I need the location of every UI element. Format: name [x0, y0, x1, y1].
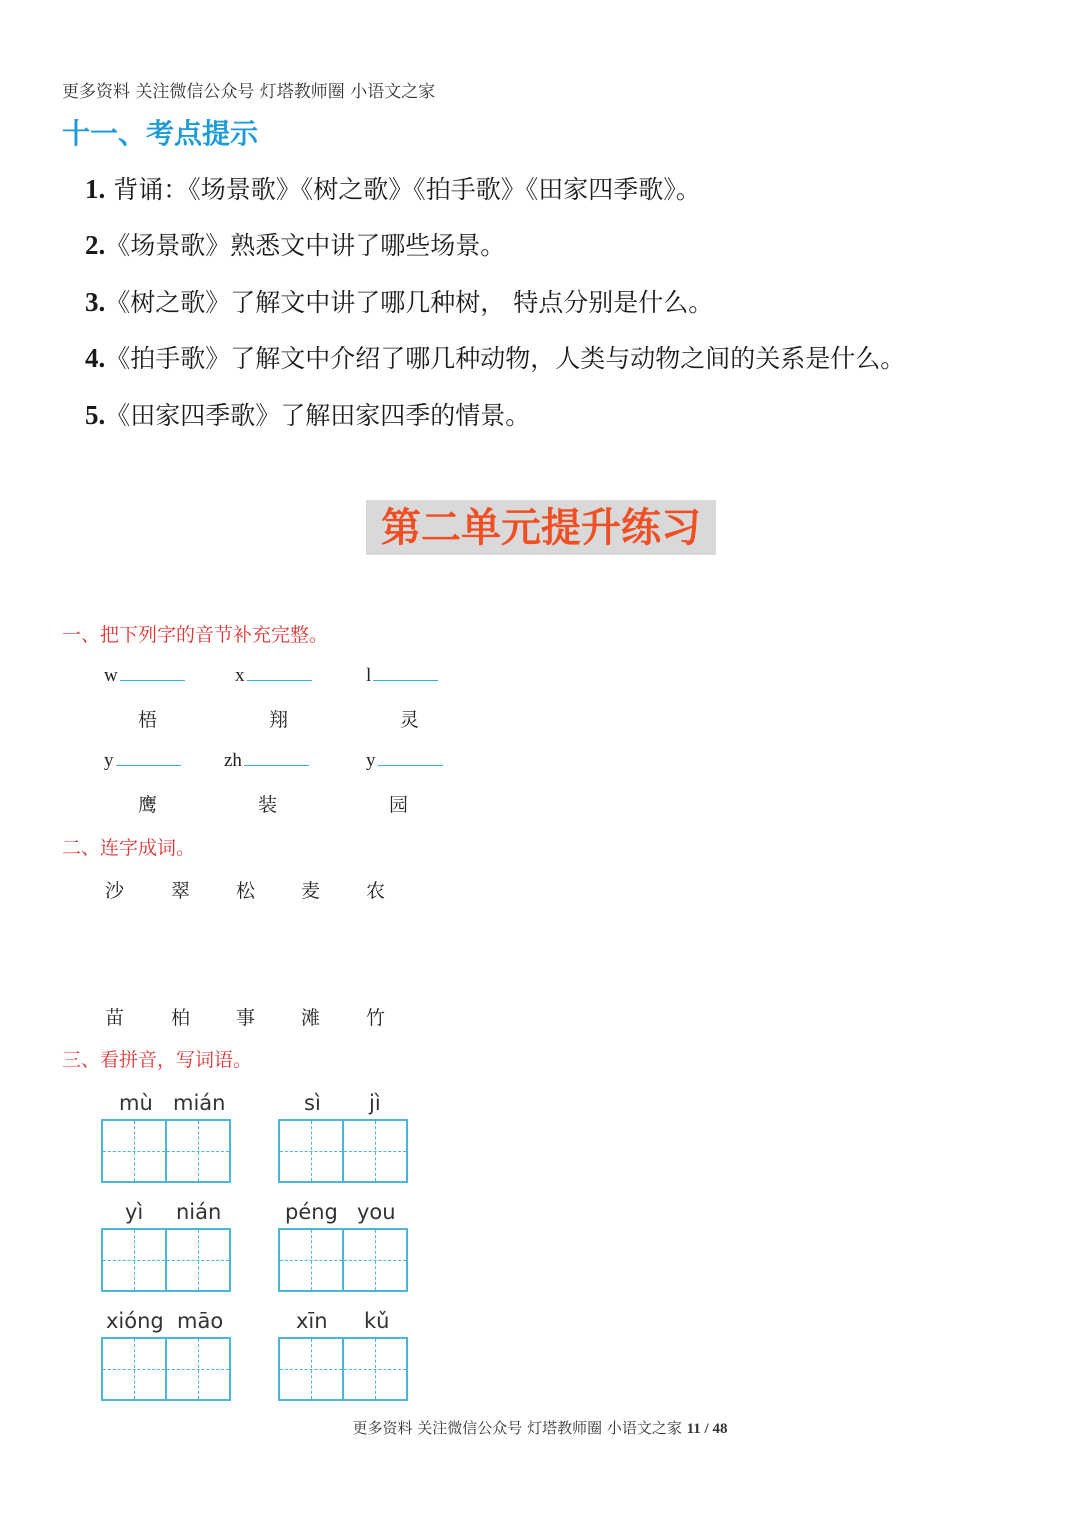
match-char[interactable]: 滩: [301, 1007, 321, 1029]
answer-line[interactable]: [120, 664, 185, 681]
match-char[interactable]: 沙: [105, 880, 125, 902]
match-char[interactable]: 农: [366, 880, 386, 902]
answer-line[interactable]: [116, 749, 181, 766]
item-number: 4.: [85, 343, 106, 373]
character: 园: [389, 794, 409, 816]
initial: x: [235, 665, 245, 686]
key-point-item: [85, 283, 713, 319]
character: 翔: [269, 709, 289, 731]
pinyin: xīn: [296, 1309, 328, 1333]
item-number: 1.: [85, 174, 106, 204]
writing-grid[interactable]: [278, 1119, 408, 1183]
writing-grid[interactable]: [278, 1228, 408, 1292]
initial: y: [104, 750, 114, 771]
character: 装: [258, 794, 278, 816]
answer-line[interactable]: [244, 749, 309, 766]
character: 灵: [400, 709, 420, 731]
character: 梧: [138, 709, 158, 731]
match-char[interactable]: 松: [236, 880, 256, 902]
item-number: 5.: [85, 400, 106, 430]
question-1-title: 一、把下列字的音节补充完整。: [62, 624, 329, 646]
pinyin: péng: [285, 1200, 338, 1224]
pinyin: you: [357, 1200, 396, 1224]
key-point-item: [85, 339, 905, 375]
syllable-blank: [366, 749, 443, 772]
key-point-item: [85, 396, 530, 432]
item-text: 《田家四季歌》了解田家四季的情景。: [105, 401, 531, 430]
item-text: 《场景歌》熟悉文中讲了哪些场景。: [105, 231, 506, 260]
key-point-item: [85, 170, 701, 206]
question-2-title: 二、连字成词。: [62, 837, 196, 859]
footer: [0, 1417, 1080, 1438]
match-char[interactable]: 翠: [171, 880, 191, 902]
writing-grid[interactable]: [101, 1337, 231, 1401]
pinyin: kǔ: [364, 1309, 390, 1333]
initial: w: [104, 665, 118, 686]
unit-title: 第二单元提升练习: [366, 500, 716, 555]
initial: y: [366, 750, 376, 771]
item-text: 《树之歌》了解文中讲了哪几种树， 特点分别是什么。: [105, 288, 714, 317]
item-number: 3.: [85, 287, 106, 317]
answer-line[interactable]: [378, 749, 443, 766]
header-note: 更多资料 关注微信公众号 灯塔教师圈 小语文之家: [62, 82, 436, 102]
pinyin: xióng: [106, 1309, 164, 1333]
match-char[interactable]: 苗: [105, 1007, 125, 1029]
syllable-blank: [104, 664, 185, 687]
item-text: 《拍手歌》了解文中介绍了哪几种动物，人类与动物之间的关系是什么。: [105, 344, 906, 373]
pinyin: mù: [119, 1091, 153, 1115]
item-number: 2.: [85, 230, 106, 260]
syllable-blank: [235, 664, 312, 687]
page-number: 11 / 48: [686, 1421, 728, 1437]
writing-grid[interactable]: [278, 1337, 408, 1401]
initial: l: [366, 665, 372, 686]
pinyin: nián: [176, 1200, 222, 1224]
pinyin: yì: [125, 1200, 144, 1224]
match-char[interactable]: 竹: [366, 1007, 386, 1029]
syllable-blank: [366, 664, 438, 687]
key-point-item: [85, 226, 505, 262]
item-text: 背诵：《场景歌》《树之歌》《拍手歌》《田家四季歌》。: [113, 175, 701, 204]
syllable-blank: [104, 749, 181, 772]
pinyin: māo: [177, 1309, 224, 1333]
match-char[interactable]: 柏: [171, 1007, 191, 1029]
writing-grid[interactable]: [101, 1228, 231, 1292]
match-char[interactable]: 麦: [301, 880, 321, 902]
answer-line[interactable]: [373, 664, 438, 681]
footer-note: 更多资料 关注微信公众号 灯塔教师圈 小语文之家: [352, 1419, 682, 1437]
writing-grid[interactable]: [101, 1119, 231, 1183]
match-char[interactable]: 事: [236, 1007, 256, 1029]
answer-line[interactable]: [247, 664, 312, 681]
pinyin: mián: [173, 1091, 226, 1115]
character: 鹰: [138, 794, 158, 816]
syllable-blank: [224, 749, 309, 772]
section-title: 十一、考点提示: [62, 117, 259, 150]
pinyin: sì: [304, 1091, 321, 1115]
initial: zh: [224, 750, 242, 771]
pinyin: jì: [369, 1091, 381, 1115]
question-3-title: 三、看拼音，写词语。: [62, 1049, 253, 1071]
